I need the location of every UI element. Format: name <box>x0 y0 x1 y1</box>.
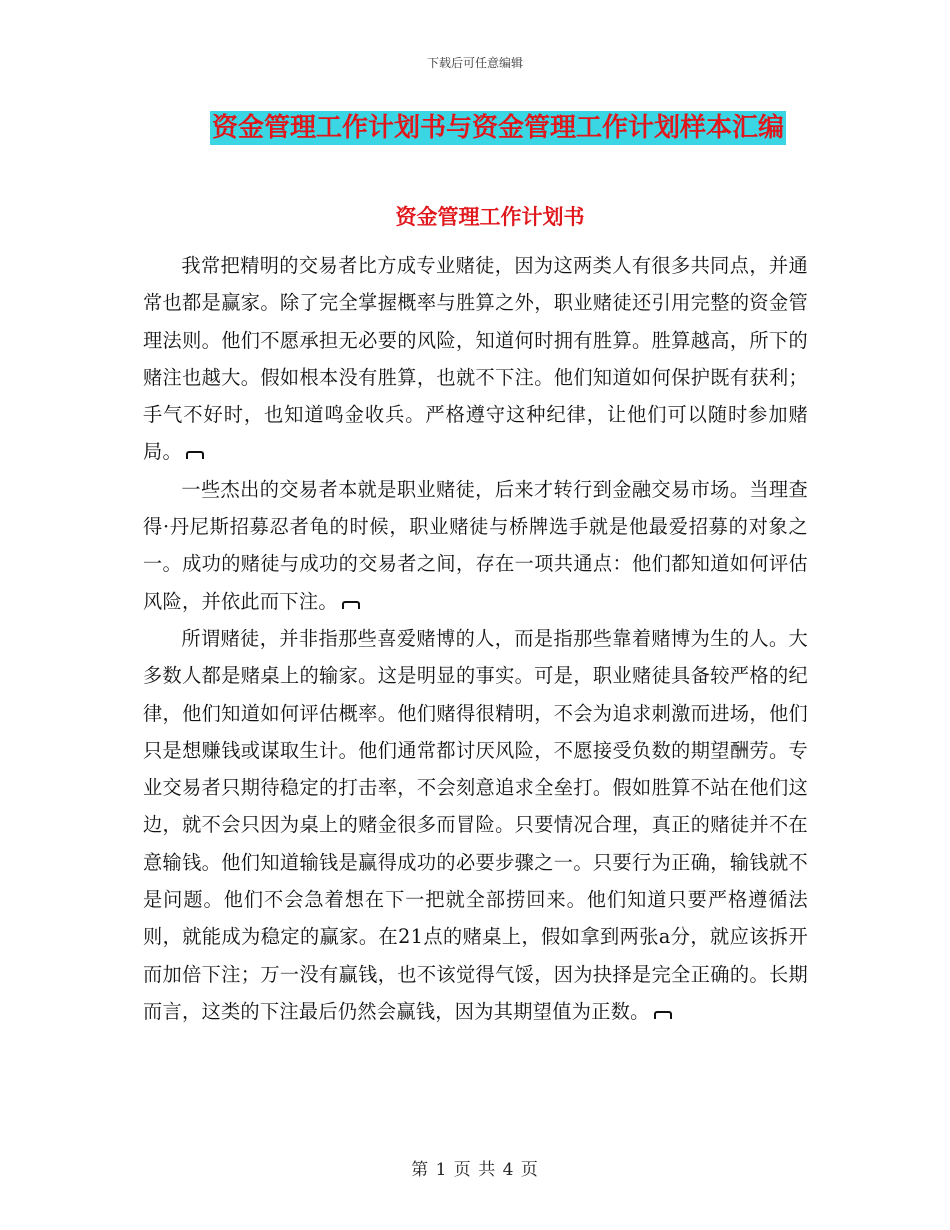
page-number-footer: 第 1 页 共 4 页 <box>411 1160 539 1180</box>
paragraph-text: 所谓赌徒，并非指那些喜爱赌博的人，而是指那些靠着赌博为生的人。大多数人都是赌桌上的输家。这是明显的事实。可是，职业赌徒具备较严格的纪律，他们知道如何评估概率。他们赌得很精明，不会为追求刺激而进场，他们只是想赚钱或谋取生计。他们通常都讨厌风险，不愿接受负数的期望酬劳。专业交易者只期待稳定的打击率，不会刻意追求全垒打。假如胜算不站在他们这边，就不会只因为桌上的赌金很多而冒险。只要情况合理，真正的赌徒并不在意输钱。他们知道输钱是赢得成功的必要步骤之一。只要行为正确，输钱就不是问题。他们不会急着想在下一把就全部捞回来。他们知道只要严格遵循法则，就能成为稳定的赢家。在21点的赌桌上，假如拿到两张a分，就应该拆开而加倍下注；万一没有赢钱，也不该觉得气馁，因为抉择是完全正确的。长期而言，这类的下注最后仍然会赢钱，因为其期望值为正数。 <box>143 626 808 1023</box>
document-body <box>143 247 808 1030</box>
return-mark-icon <box>654 1011 672 1019</box>
return-mark-icon <box>342 601 360 609</box>
header-note: 下载后可任意编辑 <box>426 56 523 70</box>
return-mark-icon <box>186 451 204 459</box>
paragraph-text: 我常把精明的交易者比方成专业赌徒，因为这两类人有很多共同点，并通常也都是赢家。除了完全掌握概率与胜算之外，职业赌徒还引用完整的资金管理法则。他们不愿承担无必要的风险，知道何时拥有胜算。胜算越高，所下的赌注也越大。假如根本没有胜算，也就不下注。他们知道如何保护既有获利；手气不好时，也知道鸣金收兵。严格遵守这种纪律，让他们可以随时参加赌局。 <box>143 254 808 464</box>
paragraph-3 <box>143 620 808 1030</box>
paragraph-1 <box>143 247 808 471</box>
paragraph-2 <box>143 471 808 620</box>
document-title-container <box>0 111 950 145</box>
document-title: 资金管理工作计划书与资金管理工作计划样本汇编 <box>211 113 784 143</box>
paragraph-text: 一些杰出的交易者本就是职业赌徒，后来才转行到金融交易市场。当理查得·丹尼斯招募忍者龟的时候，职业赌徒与桥牌选手就是他最爱招募的对象之一。成功的赌徒与成功的交易者之间，存在一项共通点：他们都知道如何评估风险，并依此而下注。 <box>143 477 808 613</box>
section-title: 资金管理工作计划书 <box>395 204 585 229</box>
